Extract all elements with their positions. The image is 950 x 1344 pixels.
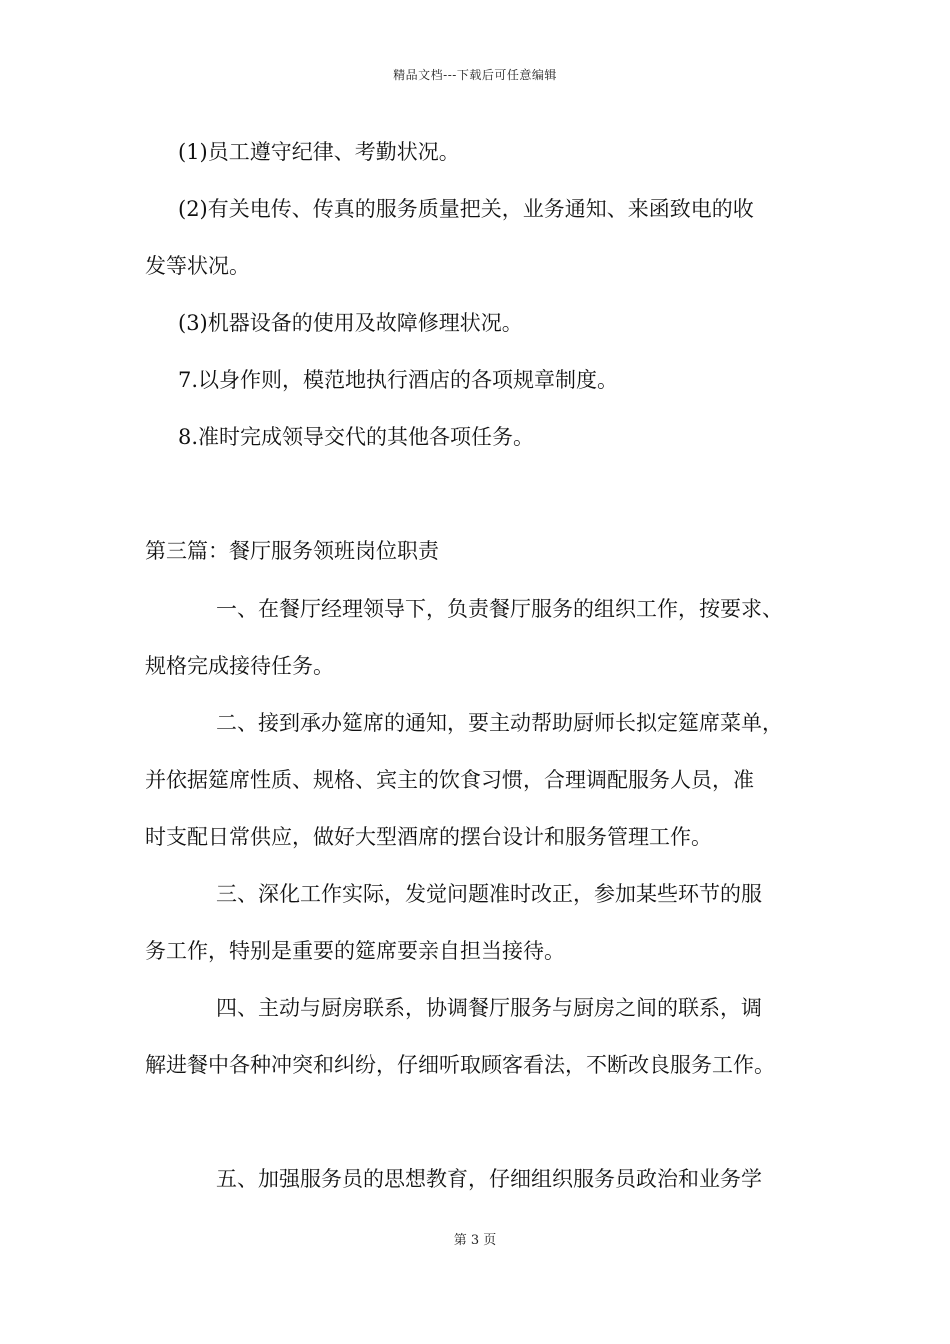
paragraph-line: 三、深化工作实际，发觉问题准时改正，参加某些环节的服 bbox=[216, 882, 762, 906]
paragraph-line: 五、加强服务员的思想教育，仔细组织服务员政治和业务学 bbox=[216, 1167, 762, 1191]
page-header: 精品文档---下载后可任意编辑 bbox=[393, 68, 557, 82]
paragraph-line: 规格完成接待任务。 bbox=[145, 654, 334, 678]
paragraph-line: 7.以身作则，模范地执行酒店的各项规章制度。 bbox=[178, 368, 619, 392]
paragraph-line: 四、主动与厨房联系，协调餐厅服务与厨房之间的联系，调 bbox=[216, 996, 762, 1020]
paragraph-line: 解进餐中各种冲突和纠纷，仔细听取顾客看法，不断改良服务工作。 bbox=[145, 1053, 775, 1077]
paragraph-line: 时支配日常供应，做好大型酒席的摆台设计和服务管理工作。 bbox=[145, 825, 712, 849]
paragraph-line: (1)员工遵守纪律、考勤状况。 bbox=[178, 140, 460, 164]
paragraph-line: 务工作，特别是重要的筵席要亲自担当接待。 bbox=[145, 939, 565, 963]
paragraph-line: (2)有关电传、传真的服务质量把关，业务通知、来函致电的收 bbox=[178, 197, 754, 221]
paragraph-line: 8.准时完成领导交代的其他各项任务。 bbox=[178, 425, 535, 449]
paragraph-line: 一、在餐厅经理领导下，负责餐厅服务的组织工作，按要求、 bbox=[216, 597, 783, 621]
section-title: 第三篇：餐厅服务领班岗位职责 bbox=[145, 539, 439, 563]
paragraph-line: 二、接到承办筵席的通知，要主动帮助厨师长拟定筵席菜单， bbox=[216, 711, 783, 735]
paragraph-line: 发等状况。 bbox=[145, 254, 250, 278]
paragraph-line: (3)机器设备的使用及故障修理状况。 bbox=[178, 311, 523, 335]
paragraph-line: 并依据筵席性质、规格、宾主的饮食习惯，合理调配服务人员，准 bbox=[145, 768, 754, 792]
page-number: 第 3 页 bbox=[453, 1233, 497, 1248]
